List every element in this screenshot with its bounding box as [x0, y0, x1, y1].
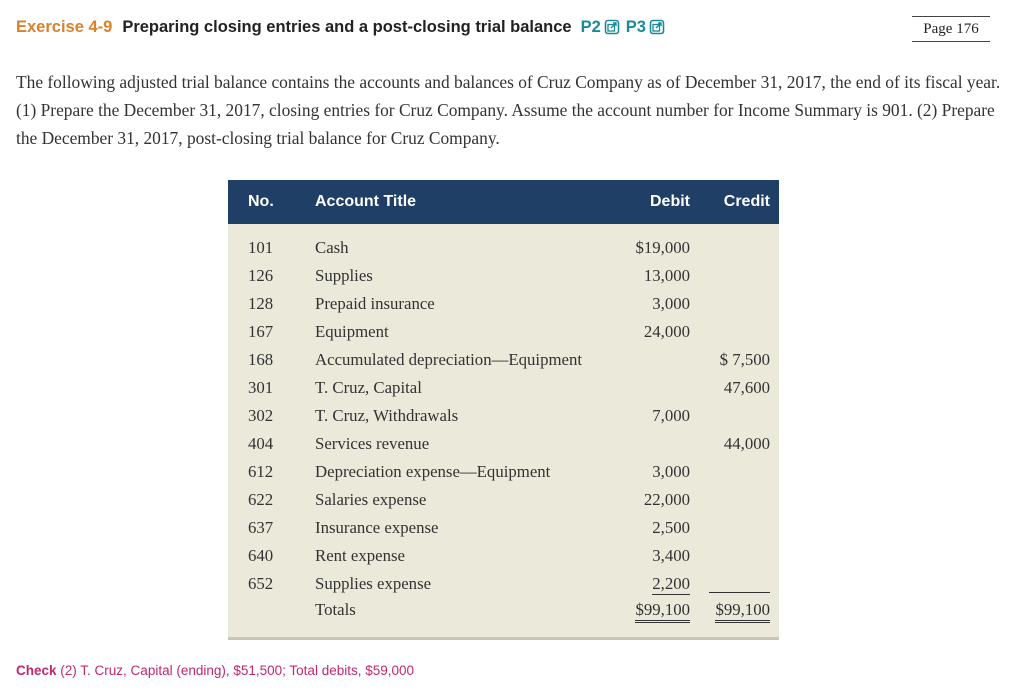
account-title: Supplies	[315, 266, 373, 285]
totals-label: Totals	[315, 600, 356, 619]
credit-amount: 47,600	[723, 378, 770, 397]
exercise-instructions: The following adjusted trial balance contains the accounts and balances of Cruz Company as of December 31, 2017, the end of its fiscal year. (1) Prepare the December 31, 2017, closing entries for Cruz Company. Assume the account number for Income Summary is 901. (2) Prepare the December 31, 2017, post-closing trial balance for Cruz Company.	[16, 72, 1001, 148]
account-title: T. Cruz, Withdrawals	[315, 406, 459, 425]
table-row	[228, 318, 779, 346]
account-title: Prepaid insurance	[315, 294, 435, 313]
objective-link-p2[interactable]	[581, 18, 620, 37]
objective-label: P2	[580, 17, 601, 36]
account-title: Supplies expense	[315, 574, 432, 593]
account-number: 404	[248, 434, 274, 453]
debit-amount: 7,000	[652, 406, 690, 425]
debit-amount: 3,000	[652, 294, 690, 313]
debit-amount: 13,000	[643, 266, 690, 285]
table-row	[228, 514, 779, 542]
account-number: 128	[248, 294, 274, 313]
table-row	[228, 374, 779, 402]
debit-amount: 2,500	[652, 518, 690, 537]
adjusted-trial-balance-table	[228, 180, 779, 640]
debit-amount: 2,200	[652, 574, 690, 593]
account-title: Rent expense	[315, 546, 405, 565]
account-number: 168	[248, 350, 274, 369]
external-link-icon[interactable]	[649, 19, 665, 35]
account-title: Insurance expense	[315, 518, 439, 537]
debit-amount: 3,000	[652, 462, 690, 481]
total-debits: $99,100	[635, 600, 690, 623]
account-number: 652	[248, 574, 274, 593]
total-credits: $99,100	[715, 600, 770, 623]
table-row	[228, 346, 779, 374]
table-row	[228, 486, 779, 514]
table-row	[228, 262, 779, 290]
exercise-header	[16, 14, 671, 40]
account-number: 640	[248, 546, 274, 565]
check-label: Check	[16, 663, 57, 678]
table-row	[228, 234, 779, 262]
account-number: 101	[248, 238, 274, 257]
account-title: Depreciation expense—Equipment	[315, 462, 551, 481]
account-number: 637	[248, 518, 274, 537]
table-row	[228, 570, 779, 598]
page-reference: Page 176	[912, 16, 990, 42]
column-header-account-title: Account Title	[315, 193, 417, 210]
column-header-no: No.	[248, 193, 274, 210]
check-text: (2) T. Cruz, Capital (ending), $51,500; Total debits, $59,000	[60, 663, 415, 678]
table-row	[228, 458, 779, 486]
exercise-number: Exercise 4-9	[16, 17, 113, 36]
account-number: 612	[248, 462, 274, 481]
debit-amount: $19,000	[635, 238, 690, 257]
debit-amount: 22,000	[643, 490, 690, 509]
table-header-row	[228, 180, 779, 224]
exercise-title: Preparing closing entries and a post-closing trial balance	[122, 17, 572, 36]
external-link-icon[interactable]	[604, 19, 620, 35]
account-title: Equipment	[315, 322, 389, 341]
account-number: 167	[248, 322, 274, 341]
account-title: Accumulated depreciation—Equipment	[315, 350, 583, 369]
credit-amount: $ 7,500	[719, 350, 770, 369]
check-figures	[16, 663, 414, 678]
table-row	[228, 290, 779, 318]
credit-subtotal-rule	[709, 592, 770, 593]
column-header-credit: Credit	[723, 193, 770, 210]
account-number: 302	[248, 406, 274, 425]
column-header-debit: Debit	[650, 193, 690, 210]
account-number: 126	[248, 266, 274, 285]
totals-row	[228, 596, 779, 624]
account-number: 301	[248, 378, 274, 397]
account-title: Cash	[315, 238, 349, 257]
credit-amount: 44,000	[723, 434, 770, 453]
objective-link-p3[interactable]	[626, 18, 665, 37]
table-row	[228, 542, 779, 570]
account-number: 622	[248, 490, 274, 509]
debit-amount: 24,000	[643, 322, 690, 341]
table-row	[228, 430, 779, 458]
account-title: T. Cruz, Capital	[315, 378, 422, 397]
objective-label: P3	[625, 17, 646, 36]
account-title: Services revenue	[315, 434, 430, 453]
debit-amount: 3,400	[652, 546, 690, 565]
account-title: Salaries expense	[315, 490, 427, 509]
table-row	[228, 402, 779, 430]
